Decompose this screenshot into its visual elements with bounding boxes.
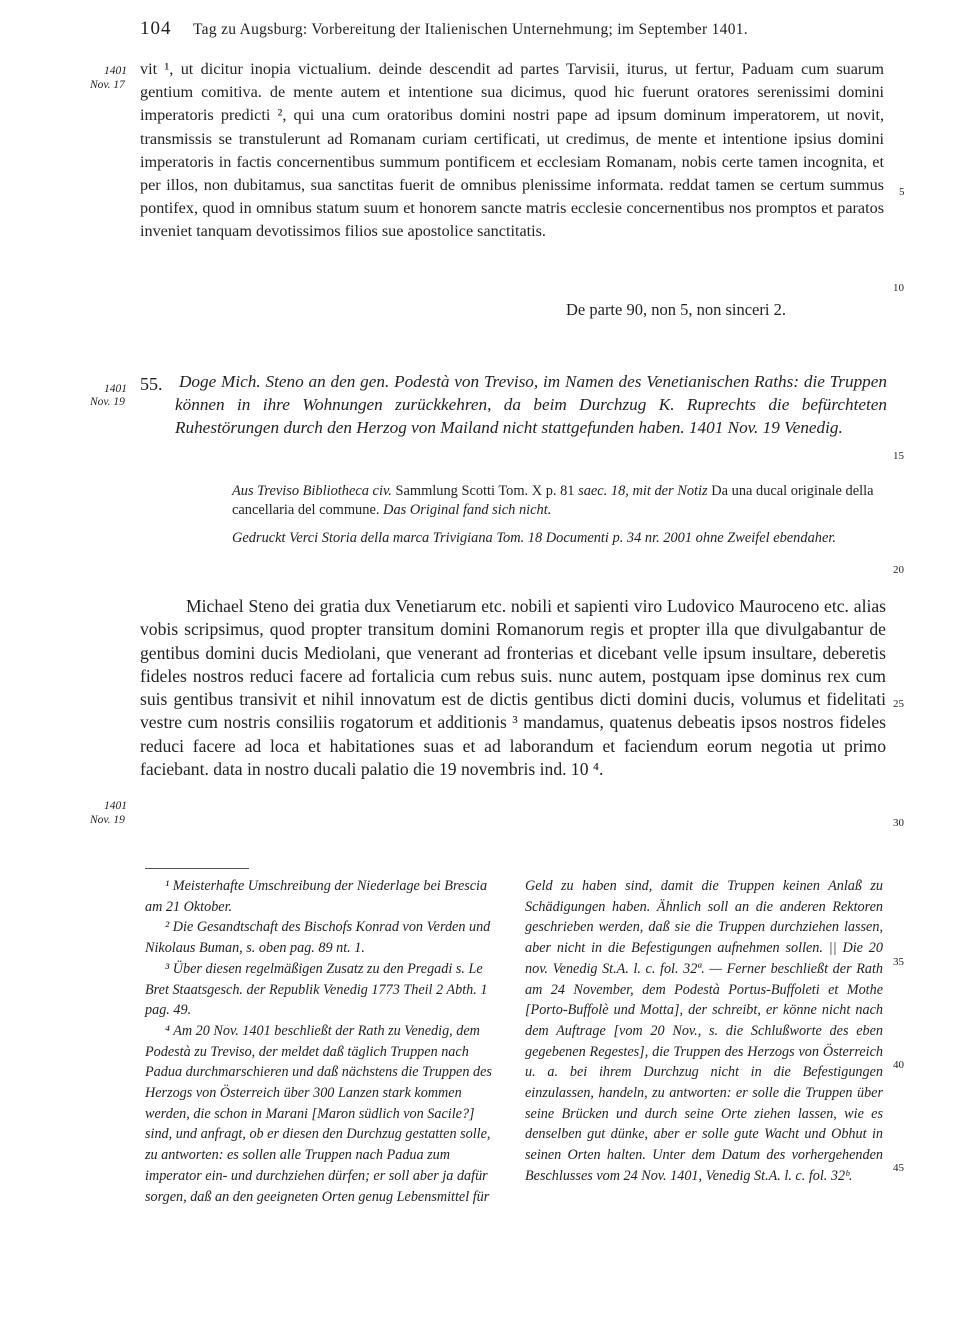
doc55-regest-text: Doge Mich. Steno an den gen. Podestà von Treviso, im Namen des Venetianischen Raths: die Truppen können in ihre Wohnungen zurückkehren, da beim Durchzug K. Ruprechts die befürchteten Ruhestörungen durch den Herzog von Mailand nicht stattgefunden haben. 1401 Nov. 19 Venedig. bbox=[175, 372, 887, 438]
vote-line: De parte 90, non 5, non sinceri 2. bbox=[566, 300, 786, 319]
doc55-margin-year: 1401 bbox=[104, 383, 127, 395]
line-number-20: 20 bbox=[893, 564, 904, 576]
doc55-regest bbox=[175, 370, 887, 440]
top-body-paragraph: vit ¹, ut dicitur inopia victualium. deinde descendit ad partes Tarvisii, iturus, ut fertur, Paduam cum suarum gentium comitiva. de mente autem et intentione sua dicimus, quod hic fuerunt oratores serenissimi domini imperatoris predicti ², qui una cum oratoribus domini nostri pape ad ipsum dominum imperatorem, ut novit, transmissis se transtulerunt ad Romanam curiam certificati, ut credimus, de mente et intentione ipsius domini imperatoris in factis concernentibus summum pontificem et ecclesiam Romanam, nobis certe tamen incognita, et per illos, non dubitamus, sua sanctitas fuerit de omnibus plenissime informata. reddat tamen se certum summus pontifex, quod in omnibus statum suum et honorem sancte matris ecclesie concernentibus nos promptos et paratos inveniet tanquam devotissimos filios sue apostolice sanctitatis. bbox=[140, 60, 884, 241]
doc55-text bbox=[140, 595, 886, 781]
line-number-40: 40 bbox=[893, 1059, 904, 1071]
footnote-3: ³ Über diesen regelmäßigen Zusatz zu den Pregadi s. Le Bret Staatsgesch. der Republik Venedig 1773 Theil 2 Abth. 1 pag. 49. bbox=[145, 960, 488, 1019]
doc55-sources bbox=[232, 482, 886, 549]
source-note: saec. 18, mit der Notiz bbox=[578, 483, 708, 499]
footnote-4-continued: Geld zu haben sind, damit die Truppen keinen Anlaß zu Schädigungen haben. Ähnlich soll an die anderen Rektoren geschrieben werden, daß sie die Truppen durchziehen lassen, aber nicht in die Befestigungen aufnehmen sollen. || Die 20 nov. Venedig St.A. l. c. fol. 32ª. — Ferner beschließt der Rath am 24 November, dem Podestà Portus-Buffoleti et Mothe [Porto-Buffolè und Motta], der schreibt, er könne nicht nach dem Auftrage [vom 20 Nov., s. die Schlußworte des eben gegebenen Regestes], die Truppen des Herzogs von Österreich u. a. bei ihrem Durchzug nicht in die Befestigungen einzulassen, handeln, zu antworten: er solle die Truppen über seine Brücken und durch seine Orte ziehen lassen, wie es denselben gut dünke, aber er solle gute Wacht und Obhut in seinen Orten halten. Unter dem Datum des vorhergehenden Beschlusses vom 24 Nov. 1401, Venedig St.A. l. c. fol. 32ᵇ. bbox=[525, 878, 883, 1184]
margin-date-day: Nov. 17 bbox=[90, 79, 125, 91]
source-collection: Sammlung Scotti Tom. X p. 81 bbox=[395, 483, 575, 499]
footnote-4: ⁴ Am 20 Nov. 1401 beschließt der Rath zu Venedig, dem Podestà zu Treviso, der meldet daß täglich Truppen nach Padua durchmarschieren und daß nächstens die Truppen des Herzogs von Österreich über 300 Lanzen stark kommen werden, die schon in Marani [Maron südlich von Sacile?] sind, und anfragt, ob er diesen den Durchzug gestatten solle, zu antworten: es sollen alle Truppen nach Padua zum imperator ein- und durchziehen dürfen; er soll aber ja dafür sorgen, daß an den geeigneten Orten genug Lebensmittel für bbox=[145, 1022, 492, 1205]
footnotes-right-column bbox=[525, 876, 883, 1187]
source-remark: Das Original fand sich nicht. bbox=[383, 502, 552, 519]
source-quote: Da una ducal originale della cancellaria del commune. bbox=[232, 483, 874, 519]
line-number-15: 15 bbox=[893, 450, 904, 462]
doc55-end-margin-day: Nov. 19 bbox=[90, 814, 125, 826]
source-printed: Gedruckt Verci Storia della marca Trivigiana Tom. 18 Documenti p. 34 nr. 2001 ohne Zweifel ebendaher. bbox=[232, 530, 836, 547]
line-number-5: 5 bbox=[899, 186, 905, 198]
footnote-rule bbox=[145, 868, 249, 869]
top-body-text bbox=[140, 58, 884, 244]
running-title: Tag zu Augsburg: Vorbereitung der Italienischen Unternehmung; im September 1401. bbox=[193, 21, 748, 38]
doc55-end-margin-year: 1401 bbox=[104, 800, 127, 812]
doc55-body: Michael Steno dei gratia dux Venetiarum etc. nobili et sapienti viro Ludovico Mauroceno etc. alias vobis scripsimus, quod propter transitum domini Romanorum regis et propter illa que divulgabantur de gentibus domini ducis Mediolani, que venerant ad fronterias et dicebant velle ipsum insultare, deberetis fideles nostros reduci facere ad fortalicia cum rebus suis. nunc autem, postquam ipse dominus rex cum suis gentibus transivit et nihil innovatum est de dictis gentibus dicti domini ducis, volumus et fidelitati vestre cum nostris consiliis rogatorum et additionis ³ mandamus, quatenus debeatis ipsos nostros fideles reduci facere ad loca et habitationes suas et ad laborandum et faciendum eorum negotia ut primo faciebant. data in nostro ducali palatio die 19 novembris ind. 10 ⁴. bbox=[140, 596, 886, 780]
line-number-35: 35 bbox=[893, 956, 904, 968]
margin-date-year: 1401 bbox=[104, 65, 127, 77]
line-number-10: 10 bbox=[893, 282, 904, 294]
footnotes-left-column bbox=[145, 876, 497, 1207]
line-number-45: 45 bbox=[893, 1162, 904, 1174]
page-number: 104 bbox=[140, 18, 172, 39]
line-number-25: 25 bbox=[893, 698, 904, 710]
doc55-margin-day: Nov. 19 bbox=[90, 396, 125, 408]
source-archive: Aus Treviso Bibliotheca civ. bbox=[232, 483, 392, 499]
footnote-1: ¹ Meisterhafte Umschreibung der Niederlage bei Brescia am 21 Oktober. bbox=[145, 878, 488, 915]
footnote-2: ² Die Gesandtschaft des Bischofs Konrad von Verden und Nikolaus Buman, s. oben pag. 89 nt. 1. bbox=[145, 919, 491, 957]
doc55-number: 55. bbox=[140, 374, 163, 394]
line-number-30: 30 bbox=[893, 817, 904, 829]
